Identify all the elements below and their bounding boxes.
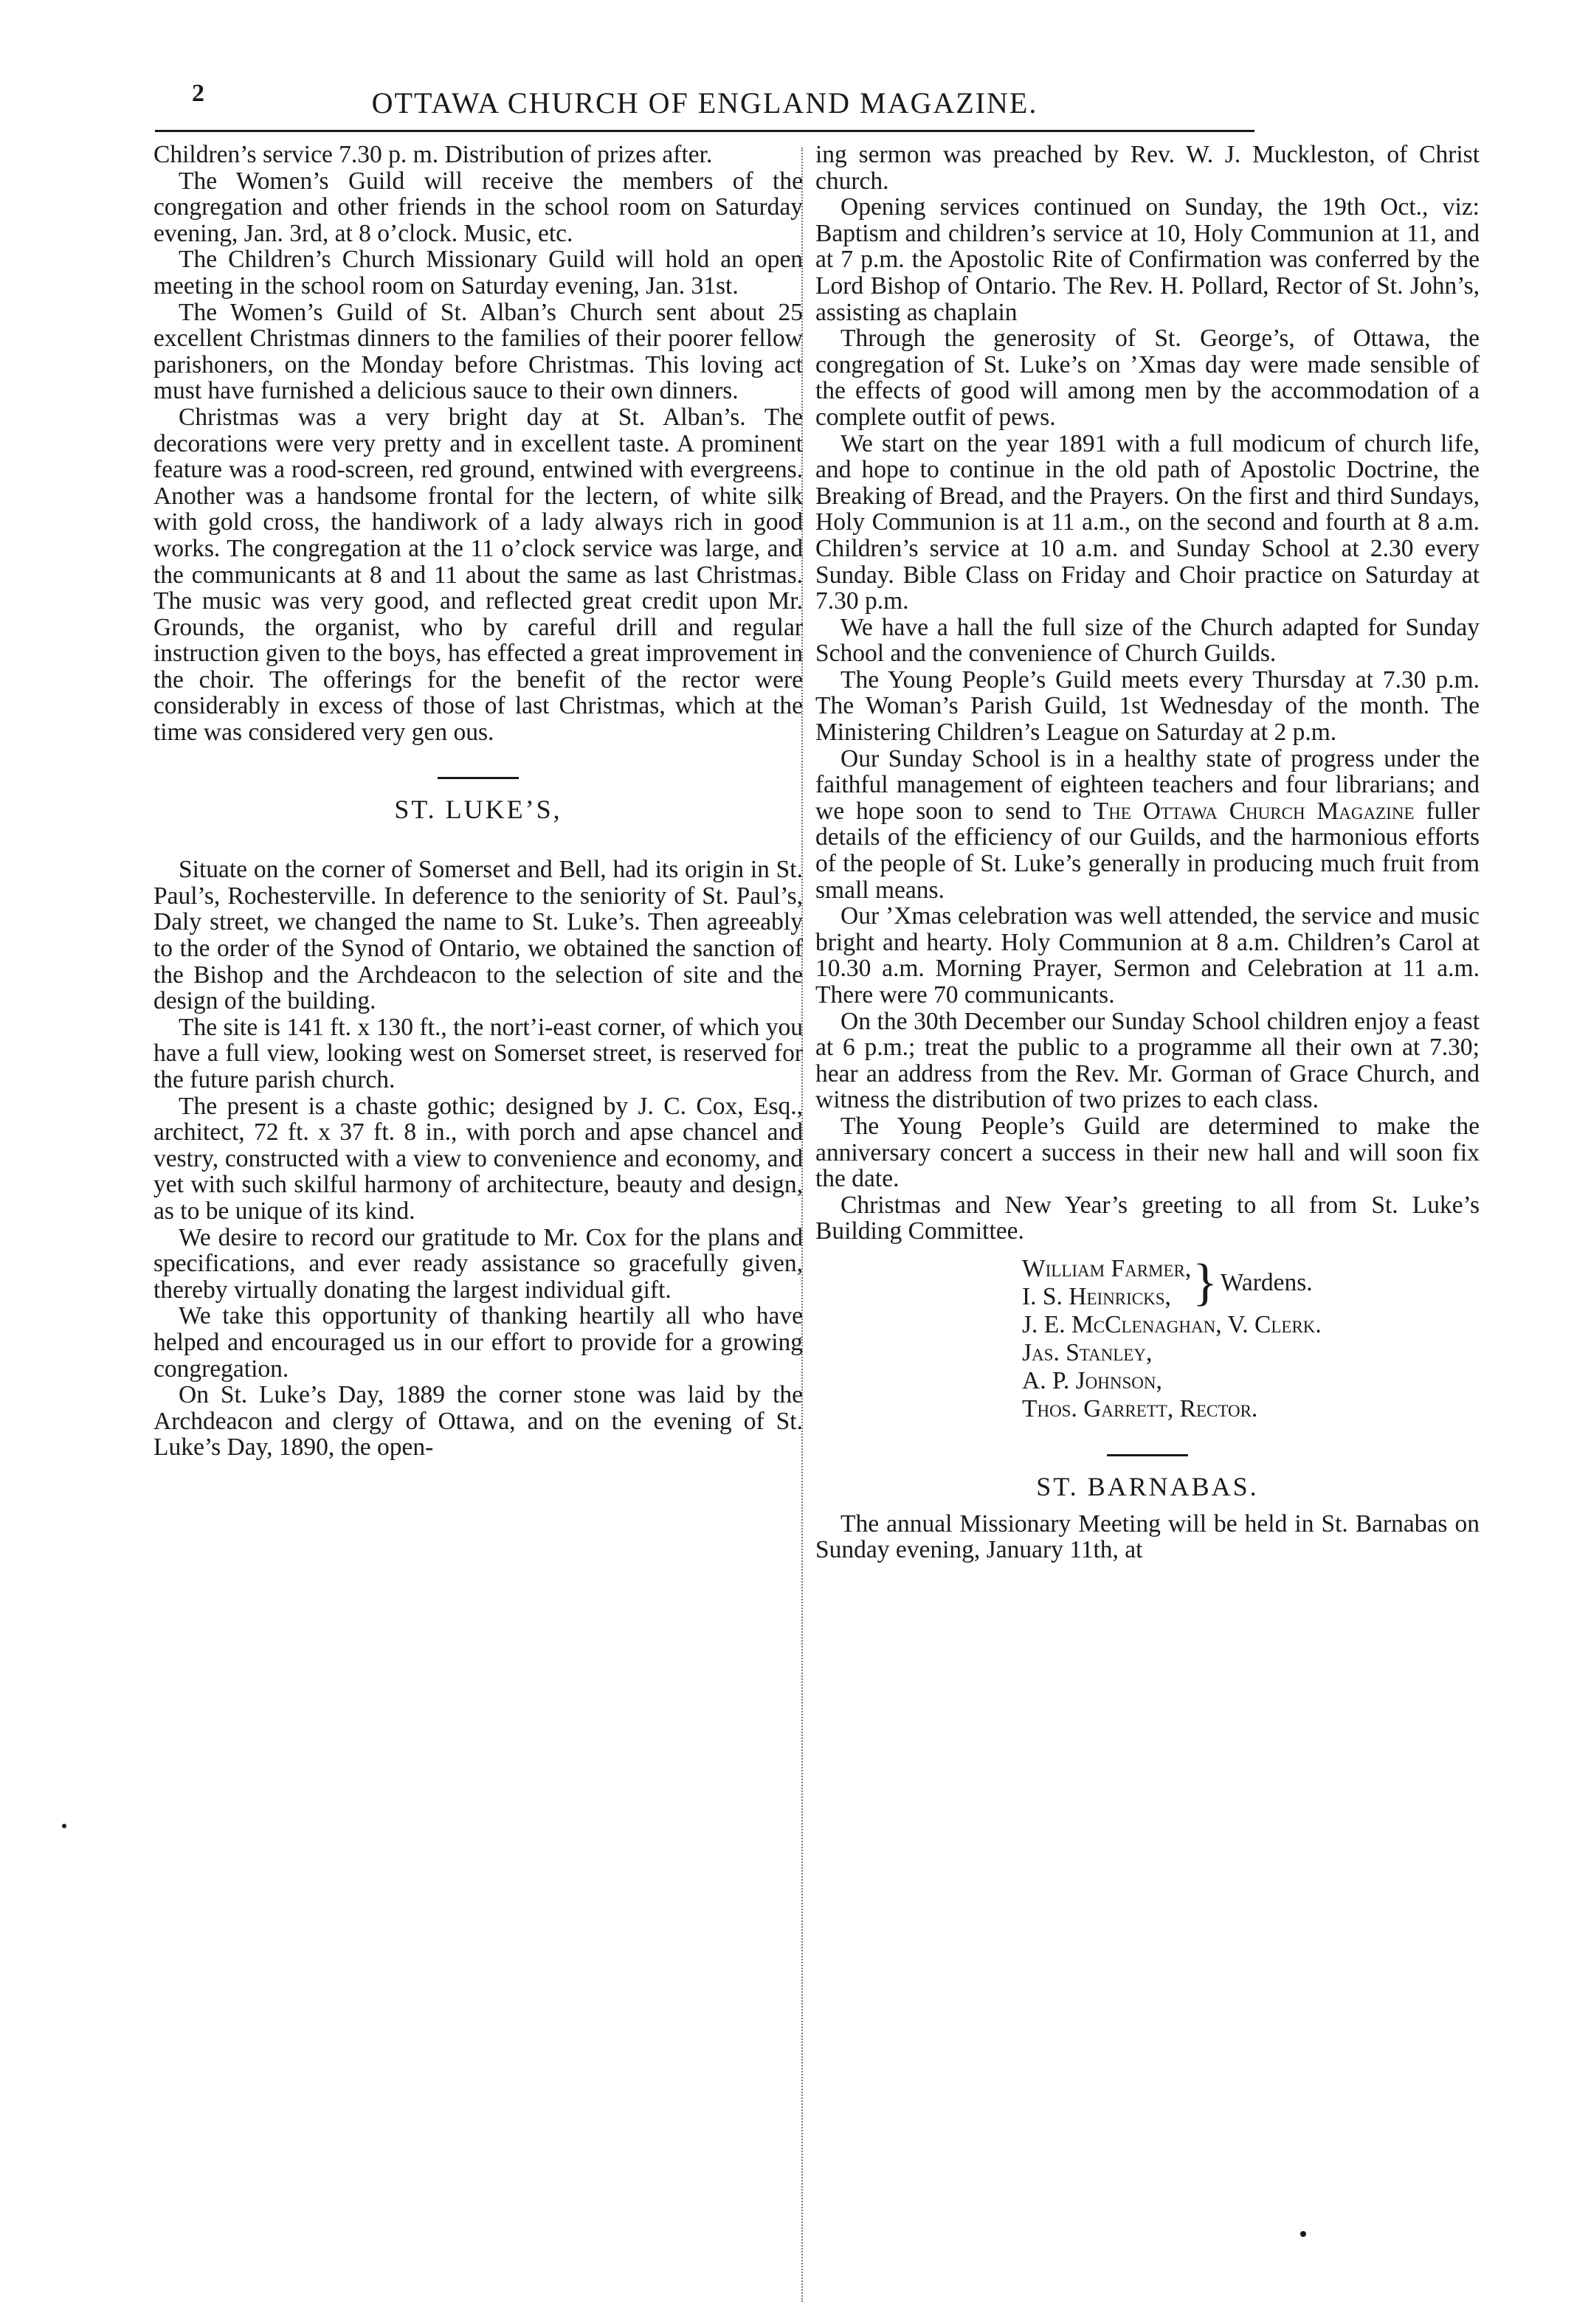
section-divider [438,777,519,779]
paragraph: Our ’Xmas celebration was well attended, the service and music bright and hearty. Holy Communion at 8 a.m. Children’s Carol at 10.30 a.m. Morning Prayer, Sermon and Celebration at 11 a.m. There were 70 communicants. [815,902,1480,1009]
right-column [815,142,1480,1563]
paragraph: Situate on the corner of Somerset and Bell, had its origin in St. Paul’s, Rochesterville. In deference to the seniority of St. Paul’s, Daly street, we changed the name to St. Luke’s. Then agreeably to the order of the Synod of Ontario, we obtained the sanction of the Bishop and the Archdeacon to the selection of site and the design of the building. [153,856,803,1015]
clerk-name: J. E. McClenaghan, V. Clerk. [1022,1310,1322,1338]
paragraph: The Children’s Church Missionary Guild will hold an open meeting in the school room on Saturday evening, Jan. 31st. [153,246,803,300]
paragraph: We desire to record our gratitude to Mr. Cox for the plans and specifications, and ever ready assistance so gracefully given, thereby virtually donating the largest individual gift. [153,1223,803,1304]
committee-member: A. P. Johnson, [1022,1366,1162,1394]
brace-glyph: } [1192,1253,1218,1311]
wardens-label: Wardens. [1220,1268,1313,1296]
paragraph: Opening services continued on Sunday, the 19th Oct., viz: Baptism and children’s service at 10, Holy Communion at 11, and at 7 p.m. the Apostolic Rite of Confirmation was conferred by the Lord Bishop of Ontario. The Rev. H. Pollard, Rector of St. John’s, assisting as chaplain [815,193,1480,326]
running-header [155,80,1254,132]
warden-name: William Farmer, [1022,1254,1192,1282]
magazine-title: OTTAWA CHURCH OF ENGLAND MAGAZINE. [371,86,1038,120]
paragraph: The site is 141 ft. x 130 ft., the nort’i-east corner, of which you have a full view, looking west on Somerset street, is reserved for the future parish church. [153,1013,803,1093]
paragraph: Christmas was a very bright day at St. Alban’s. The decorations were very pretty and in excellent taste. A prominent feature was a rood-screen, red ground, entwined with evergreens. Another was a handsome frontal for the lectern, of white silk with gold cross, the handiwork of a lady always rich in good works. The congregation at the 11 o’clock service was large, and the communicants at 8 and 11 about the same as last Christmas. The music was very good, and reflected great credit upon Mr. Grounds, the organist, who by careful drill and regular instruction given to the boys, has effected a great improvement in the choir. The offerings for the benefit of the rector were considerably in excess of those of last Christmas, which at the time was considered very gen ous. [153,403,803,747]
paragraph: Children’s service 7.30 p. m. Distribution of prizes after. [153,141,713,168]
text-run: fuller details of the efficiency of our Guilds, and the harmonious efforts of the people of St. Luke’s generally in producing much fruit from small means. [815,797,1480,904]
paragraph: The Young People’s Guild meets every Thursday at 7.30 p.m. The Woman’s Parish Guild, 1st Wednesday of the month. The Ministering Children’s League on Saturday at 2 p.m. [815,665,1480,747]
magazine-name: The Ottawa Church Magazine [1093,797,1415,825]
committee-member: Jas. Stanley, [1022,1338,1153,1366]
paragraph: On the 30th December our Sunday School children enjoy a feast at 6 p.m.; treat the public to a programme all their own at 7.30; hear an address from the Rev. Mr. Gorman of Grace Church, and witness the distribution of two prizes to each class. [815,1007,1480,1114]
paragraph: We have a hall the full size of the Church adapted for Sunday School and the convenience of Church Guilds. [815,613,1480,668]
paragraph: The present is a chaste gothic; designed by J. C. Cox, Esq., architect, 72 ft. x 37 ft. 8 in., with porch and apse chancel and vestry, constructed with a view to convenience and economy, and yet with such skilful harmony of architecture, beauty and design, as to be unique of its kind. [153,1092,803,1225]
section-heading-st-barnabas: ST. BARNABAS. [1036,1471,1259,1501]
paragraph: Christmas and New Year’s greeting to all from St. Luke’s Building Committee. [815,1191,1480,1245]
left-column [153,142,803,1461]
paragraph: Through the generosity of St. George’s, of Ottawa, the congregation of St. Luke’s on ’Xmas day were made sensible of the effects of good will among men by the accommodation of a complete outfit of pews. [815,325,1480,431]
section-divider [1107,1454,1188,1456]
paragraph: The Young People’s Guild are determined to make the anniversary concert a success in their new hall and will soon fix the date. [815,1112,1480,1193]
print-speck [62,1824,66,1828]
paragraph: On St. Luke’s Day, 1889 the corner stone was laid by the Archdeacon and clergy of Ottawa, and on the evening of St. Luke’s Day, 1890, the open- [153,1381,803,1462]
paragraph: The Women’s Guild of St. Alban’s Church sent about 25 excellent Christmas dinners to the families of their poorer fellow parishoners, on the Monday before Christmas. This loving act must have furnished a delicious sauce to their own dinners. [153,298,803,405]
page-number: 2 [192,80,204,107]
wardens-group [1022,1255,1480,1311]
rector-name: Thos. Garrett, Rector. [1022,1394,1258,1422]
warden-name: I. S. Heinricks, [1022,1282,1171,1310]
paragraph: We start on the year 1891 with a full modicum of church life, and hope to continue in the old path of Apostolic Doctrine, the Breaking of Bread, and the Prayers. On the first and third Sundays, Holy Communion is at 11 a.m., on the second and fourth at 8 a.m. Children’s service at 10 a.m. and Sunday School at 2.30 every Sunday. Bible Class on Friday and Choir practice on Saturday at 7.30 p.m. [815,429,1480,615]
signature-block [1022,1255,1480,1423]
paragraph-sunday-school [815,746,1480,904]
section-heading-st-lukes: ST. LUKE’S, [394,794,562,824]
paragraph: The Women’s Guild will receive the members of the congregation and other friends in the school room on Saturday evening, Jan. 3rd, at 8 o’clock. Music, etc. [153,167,803,247]
print-speck [1300,2231,1306,2237]
text-run: Our Sunday School is in a healthy state of progress under the faithful management of eighteen teachers and four librarians; and we hope soon to send to [815,744,1480,825]
paragraph: The annual Missionary Meeting will be held in St. Barnabas on Sunday evening, January 11th, at [815,1509,1480,1564]
paragraph-continued: ing sermon was preached by Rev. W. J. Muckleston, of Christ church. [815,141,1480,195]
paragraph: We take this opportunity of thanking heartily all who have helped and encouraged us in our effort to provide for a growing congregation. [153,1302,803,1383]
